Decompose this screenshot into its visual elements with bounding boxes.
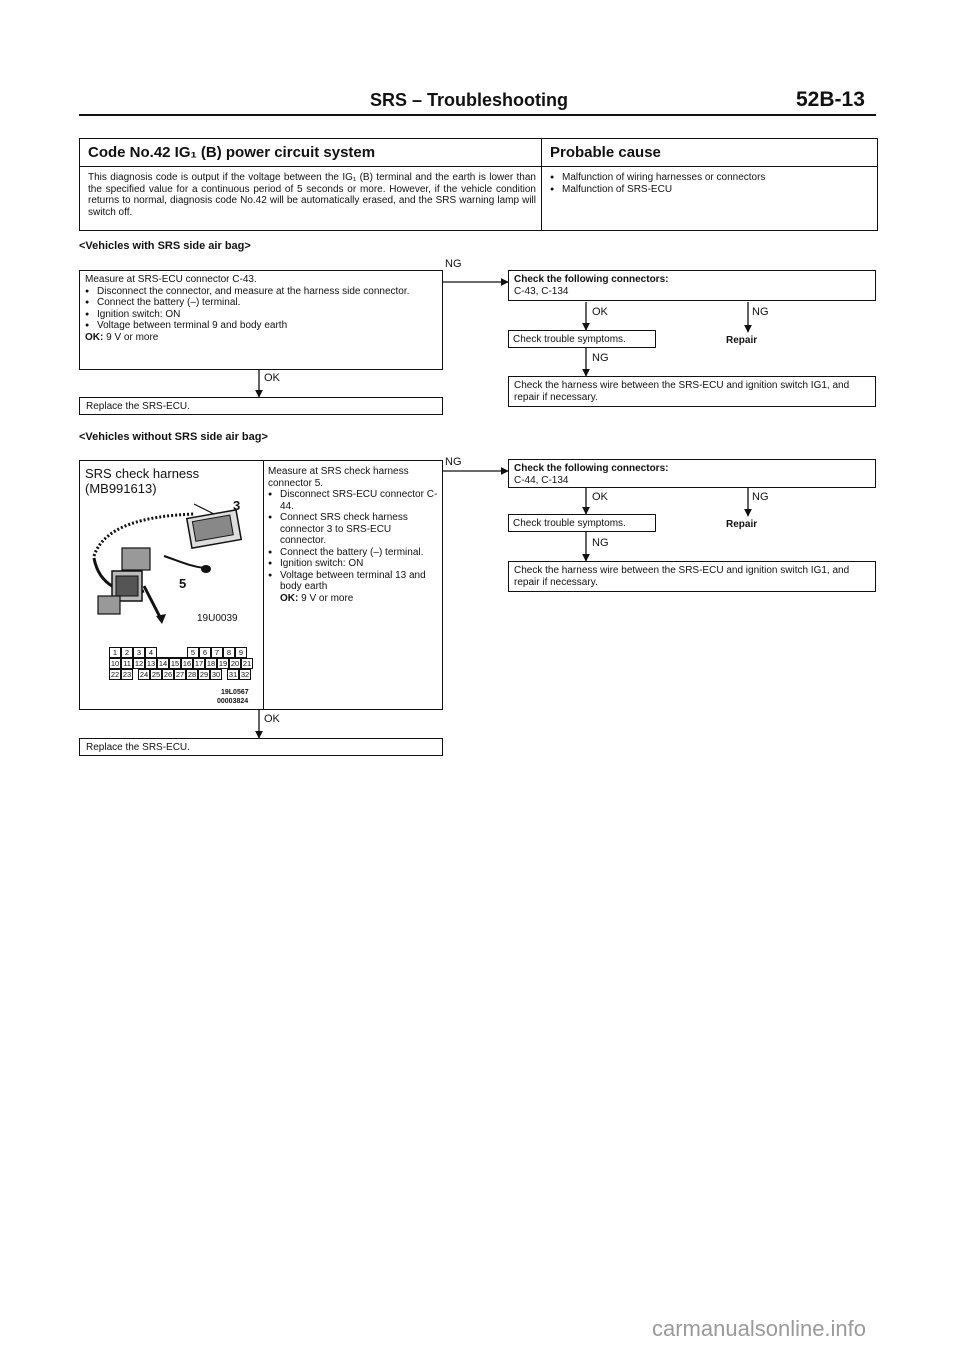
pin: 13 [146,659,156,668]
check-codes: C-44, C-134 [514,474,569,486]
replace-text: Replace the SRS-ECU. [86,742,190,753]
section1-heading: <Vehicles with SRS side air bag> [79,240,251,252]
page-number: 52B-13 [796,88,865,111]
pin: 10 [110,659,120,668]
pin: 22 [110,670,120,679]
section2-symptoms-box [508,514,656,532]
cause-item: ● Malfunction of SRS-ECU [550,184,870,196]
measure-title: Measure at SRS-ECU connector C-43. [85,274,257,285]
branch-ng-label: NG [752,306,769,318]
pin-gap [157,647,187,658]
measure-item: ● Ignition switch: ON [85,309,437,321]
pin: 18 [206,659,216,668]
pin: 26 [163,670,173,679]
section1-replace-box [79,397,443,415]
code-description: This diagnosis code is output if the voltage between the IG₁ (B) terminal and the earth is lower than the specified value for a continuous period of 5 seconds or more. However, if the vehicle condition returns to normal, diagnosis code No.42 will be automatically erased, and the SRS warning lamp will switch off. [88,172,536,218]
pin: 21 [242,659,252,668]
pin: 12 [134,659,144,668]
repair-text: Repair [726,519,758,530]
measure-column [268,466,438,604]
watermark: carmanualsonline.info [652,1316,867,1341]
pin: 9 [235,647,247,658]
pin-row [109,658,253,669]
measure-item: ● Ignition switch: ON [268,558,438,570]
measure-item: ● Voltage between terminal 9 and body earth [85,320,437,332]
measure-list [268,489,438,593]
figure-code: 19U0039 [197,613,238,624]
ok-label: OK [264,713,280,725]
pin: 15 [170,659,180,668]
pin-diagram [109,647,253,680]
section2-harness-box [508,561,876,592]
pin-row [109,669,253,680]
pin: 17 [194,659,204,668]
section1-harness-box [508,376,876,407]
check-title: Check the following connectors: [514,274,669,285]
section2-measure-box [79,460,443,710]
section2-replace-box [79,738,443,756]
pin: 1 [109,647,121,658]
ng2-label: NG [592,537,609,549]
pin: 8 [223,647,235,658]
pin: 4 [145,647,157,658]
pin: 3 [133,647,145,658]
pin: 7 [211,647,223,658]
page-title: SRS – Troubleshooting [370,90,569,110]
pin: 19 [218,659,228,668]
measure-item: ● Connect the battery (–) terminal. [85,297,437,309]
harness-text: Check the harness wire between the SRS-ECU and ignition switch IG1, and repair if necessary. [514,380,850,403]
pin: 20 [230,659,240,668]
pin: 23 [122,670,132,679]
ng-label: NG [445,456,462,468]
measure-list [85,286,437,332]
measure-title: Measure at SRS check harness connector 5. [268,466,409,489]
pin-row [109,647,253,658]
box-divider [263,461,264,709]
figure-code-3: 00003824 [217,698,249,705]
repair-text: Repair [726,335,758,346]
harness-illustration [84,496,262,626]
pin: 25 [151,670,161,679]
probable-cause-title: Probable cause [550,144,661,161]
replace-text: Replace the SRS-ECU. [86,401,190,412]
callout-3: 3 [233,498,241,513]
pin: 6 [199,647,211,658]
measure-item: ● Disconnect the connector, and measure at the harness side connector. [85,286,437,298]
measure-item: ● Disconnect SRS-ECU connector C-44. [268,489,438,512]
measure-item: ● Voltage between terminal 13 and body earth [268,570,438,593]
section1-measure-box [79,270,443,370]
symptoms-text: Check trouble symptoms. [513,334,626,345]
pin: 5 [187,647,199,658]
ng-label: NG [445,258,462,270]
harness-text: Check the harness wire between the SRS-ECU and ignition switch IG1, and repair if necessary. [514,565,850,588]
ng2-label: NG [592,352,609,364]
check-codes: C-43, C-134 [514,285,569,297]
pin: 2 [121,647,133,658]
ok-criterion: OK: 9 V or more [280,592,354,604]
pin: 14 [158,659,168,668]
branch-ok-label: OK [592,306,608,318]
check-title: Check the following connectors: [514,463,669,474]
measure-item: ● Connect SRS check harness connector 3 to SRS-ECU connector. [268,512,438,547]
symptoms-text: Check trouble symptoms. [513,518,626,529]
pin: 24 [139,670,149,679]
cause-item: ● Malfunction of wiring harnesses or connectors [550,172,870,184]
callout-5: 5 [179,576,187,591]
pin: 32 [240,670,250,679]
pin: 30 [211,670,221,679]
pin: 16 [182,659,192,668]
code-title: Code No.42 IG₁ (B) power circuit system [88,144,376,161]
ok-label: OK [264,372,280,384]
harness-title: SRS check harness [85,466,200,481]
section1-check-box [508,270,876,301]
section1-symptoms-box [508,330,656,348]
pin: 27 [175,670,185,679]
measure-item: ● Connect the battery (–) terminal. [268,547,438,559]
pin: 29 [199,670,209,679]
branch-ok-label: OK [592,491,608,503]
figure-code-2: 19L0567 [221,689,249,696]
pin: 31 [228,670,238,679]
harness-part-number: (MB991613) [85,481,157,496]
section2-heading: <Vehicles without SRS side air bag> [79,431,268,443]
section2-check-box [508,459,876,488]
ok-criterion: OK: 9 V or more [85,331,159,343]
branch-ng-label: NG [752,491,769,503]
pin: 11 [121,658,133,669]
pin: 28 [187,670,197,679]
